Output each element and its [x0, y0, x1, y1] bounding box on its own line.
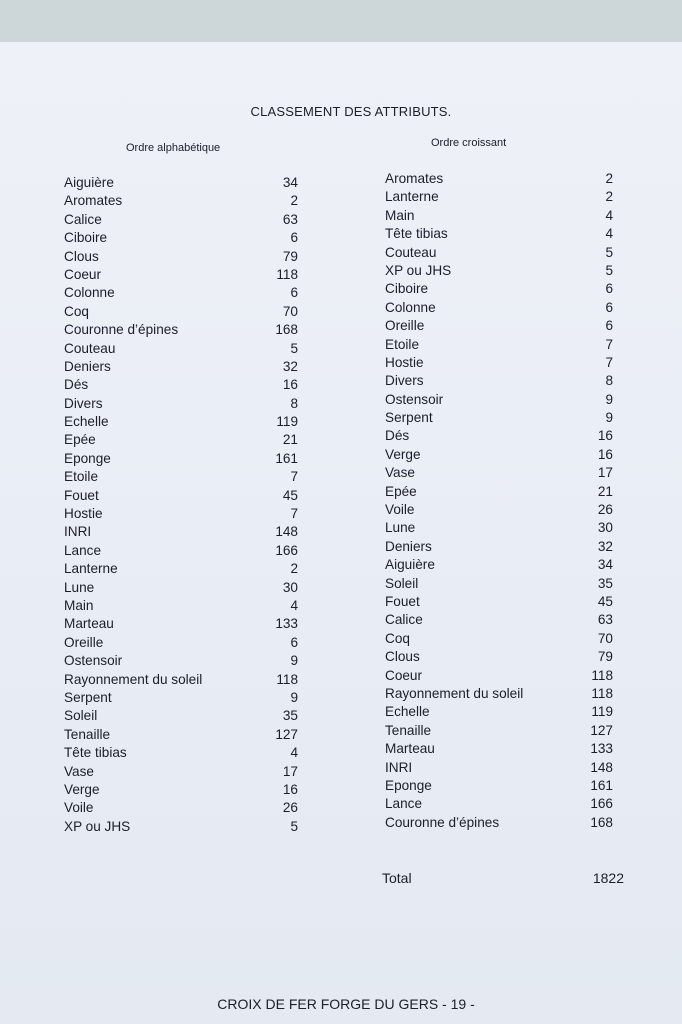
attribute-name: INRI [64, 524, 92, 540]
attribute-name: Serpent [64, 689, 112, 705]
total-row [382, 870, 624, 886]
list-item [385, 593, 613, 611]
attribute-name: Calice [385, 612, 423, 628]
attribute-count: 8 [290, 395, 298, 411]
list-item [385, 354, 613, 372]
attribute-name: Voile [64, 800, 94, 816]
attribute-count: 118 [591, 667, 613, 683]
attribute-count: 9 [605, 410, 613, 426]
attribute-name: Couteau [385, 244, 437, 260]
attribute-name: Tête tibias [385, 226, 448, 242]
attribute-count: 6 [605, 299, 613, 315]
list-item [385, 409, 613, 427]
list-item [385, 538, 613, 556]
attribute-name: Calice [64, 211, 102, 227]
attribute-count: 21 [282, 432, 298, 448]
attribute-count: 21 [597, 483, 613, 499]
attribute-name: Coq [385, 630, 410, 646]
attribute-name: Clous [64, 248, 99, 264]
list-item [64, 211, 298, 229]
attribute-name: Lanterne [385, 189, 439, 205]
attribute-name: Ciboire [64, 230, 108, 246]
list-item [385, 262, 613, 280]
ascending-list [385, 170, 613, 832]
attribute-count: 70 [597, 630, 613, 646]
list-item [385, 464, 613, 482]
list-item [64, 597, 298, 615]
total-label: Total [382, 870, 412, 886]
attribute-count: 7 [290, 469, 298, 485]
list-item [385, 207, 613, 225]
list-item [64, 744, 298, 762]
attribute-count: 30 [282, 579, 298, 595]
attribute-count: 7 [605, 354, 613, 370]
attribute-count: 16 [282, 781, 298, 797]
list-item [385, 519, 613, 537]
attribute-name: Verge [385, 446, 421, 462]
attribute-count: 118 [591, 685, 613, 701]
attribute-name: Vase [64, 763, 94, 779]
list-item [385, 703, 613, 721]
attribute-count: 5 [290, 340, 298, 356]
attribute-count: 17 [597, 465, 613, 481]
attribute-count: 2 [290, 561, 298, 577]
list-item [64, 707, 298, 725]
list-item [64, 671, 298, 689]
attribute-count: 119 [276, 414, 298, 430]
list-item [385, 336, 613, 354]
list-item [385, 501, 613, 519]
list-item [64, 450, 298, 468]
attribute-count: 17 [282, 763, 298, 779]
attribute-name: Hostie [385, 354, 424, 370]
list-item [385, 667, 613, 685]
list-item [385, 483, 613, 501]
list-item [64, 413, 298, 431]
list-item [385, 170, 613, 188]
attribute-count: 166 [275, 542, 298, 558]
list-item [385, 280, 613, 298]
attribute-name: Couteau [64, 340, 116, 356]
attribute-name: Marteau [385, 741, 435, 757]
list-item [385, 446, 613, 464]
list-item [64, 615, 298, 633]
attribute-count: 4 [290, 597, 298, 613]
attribute-name: Etoile [385, 336, 420, 352]
attribute-count: 35 [282, 708, 298, 724]
attribute-count: 26 [597, 502, 613, 518]
attribute-count: 168 [590, 814, 613, 830]
list-item [64, 340, 298, 358]
attribute-name: Coq [64, 303, 89, 319]
list-item [64, 818, 298, 836]
attribute-count: 16 [282, 377, 298, 393]
list-item [385, 740, 613, 758]
attribute-name: Coeur [385, 667, 423, 683]
attribute-name: Colonne [64, 285, 115, 301]
attribute-name: Verge [64, 781, 100, 797]
attribute-count: 6 [290, 285, 298, 301]
attribute-count: 127 [590, 722, 613, 738]
attribute-name: Marteau [64, 616, 114, 632]
attribute-count: 7 [605, 336, 613, 352]
attribute-count: 161 [590, 777, 613, 793]
attribute-name: Tenaille [385, 722, 432, 738]
list-item [64, 248, 298, 266]
attribute-count: 9 [605, 391, 613, 407]
attribute-name: Dés [385, 428, 410, 444]
total-value: 1822 [592, 870, 624, 886]
attribute-count: 7 [290, 506, 298, 522]
attribute-count: 168 [275, 322, 298, 338]
attribute-count: 9 [290, 689, 298, 705]
list-item [385, 722, 613, 740]
attribute-name: Ostensoir [64, 653, 123, 669]
list-item [385, 391, 613, 409]
attribute-count: 70 [282, 303, 298, 319]
attribute-name: XP ou JHS [385, 262, 452, 278]
attribute-count: 2 [605, 189, 613, 205]
attribute-name: Oreille [385, 318, 425, 334]
attribute-count: 127 [275, 726, 298, 742]
attribute-name: Hostie [64, 506, 103, 522]
list-item [64, 726, 298, 744]
attribute-name: Deniers [64, 358, 111, 374]
list-item [64, 781, 298, 799]
attribute-name: Clous [385, 649, 420, 665]
attribute-name: Dés [64, 377, 89, 393]
attribute-name: INRI [385, 759, 413, 775]
attribute-name: Lanterne [64, 561, 118, 577]
list-item [385, 611, 613, 629]
attribute-name: Deniers [385, 538, 432, 554]
attribute-count: 6 [605, 318, 613, 334]
list-item [64, 560, 298, 578]
attribute-name: Tête tibias [64, 745, 127, 761]
attribute-name: Epée [64, 432, 96, 448]
list-item [385, 244, 613, 262]
attribute-name: Aromates [385, 171, 444, 186]
attribute-name: Lune [64, 579, 95, 595]
attribute-name: Divers [64, 395, 103, 411]
attribute-name: Soleil [385, 575, 419, 591]
list-item [64, 358, 298, 376]
attribute-name: Lance [64, 542, 102, 558]
attribute-count: 30 [597, 520, 613, 536]
attribute-count: 2 [290, 193, 298, 209]
list-item [385, 630, 613, 648]
attribute-name: Main [64, 597, 94, 613]
attribute-name: Divers [385, 373, 424, 389]
attribute-count: 16 [597, 446, 613, 462]
attribute-name: Echelle [385, 704, 430, 720]
attribute-name: Fouet [64, 487, 99, 503]
attribute-count: 34 [282, 175, 298, 190]
list-item [385, 372, 613, 390]
attribute-count: 79 [597, 649, 613, 665]
attribute-count: 5 [605, 262, 613, 278]
attribute-count: 5 [605, 244, 613, 260]
attribute-count: 45 [282, 487, 298, 503]
list-item [385, 299, 613, 317]
attribute-name: Eponge [64, 450, 111, 466]
document-page [0, 42, 682, 1024]
attribute-name: Aiguière [64, 175, 114, 190]
left-column-header: Ordre alphabétique [126, 142, 221, 154]
right-column-header: Ordre croissant [431, 137, 507, 149]
attribute-count: 6 [290, 634, 298, 650]
attribute-count: 118 [276, 671, 298, 687]
attribute-name: XP ou JHS [64, 818, 131, 834]
attribute-name: Echelle [64, 414, 109, 430]
attribute-count: 6 [290, 230, 298, 246]
list-item [385, 777, 613, 795]
attribute-name: Etoile [64, 469, 99, 485]
attribute-count: 4 [290, 745, 298, 761]
list-item [64, 192, 298, 210]
list-item [64, 284, 298, 302]
attribute-count: 35 [597, 575, 613, 591]
list-item [64, 542, 298, 560]
attribute-name: Aiguière [385, 557, 435, 573]
attribute-name: Couronne d’épines [64, 322, 179, 338]
list-item [385, 556, 613, 574]
attribute-name: Serpent [385, 410, 433, 426]
attribute-count: 16 [597, 428, 613, 444]
list-item [64, 468, 298, 486]
attribute-name: Rayonnement du soleil [385, 685, 524, 701]
attribute-count: 2 [605, 171, 613, 186]
list-item [385, 814, 613, 832]
alphabetical-list [64, 174, 298, 836]
list-item [64, 763, 298, 781]
page-footer: CROIX DE FER FORGE DU GERS - 19 - [217, 996, 475, 1012]
list-item [64, 487, 298, 505]
attribute-name: Epée [385, 483, 417, 499]
list-item [64, 266, 298, 284]
list-item [64, 652, 298, 670]
attribute-count: 5 [290, 818, 298, 834]
attribute-name: Aromates [64, 193, 123, 209]
attribute-count: 45 [597, 593, 613, 609]
attribute-count: 8 [605, 373, 613, 389]
list-item [385, 225, 613, 243]
attribute-count: 26 [282, 800, 298, 816]
list-item [64, 689, 298, 707]
attribute-count: 79 [282, 248, 298, 264]
attribute-name: Voile [385, 502, 415, 518]
list-item [385, 188, 613, 206]
list-item [385, 759, 613, 777]
attribute-count: 32 [282, 358, 298, 374]
list-item [385, 317, 613, 335]
attribute-count: 34 [597, 557, 613, 573]
list-item [385, 795, 613, 813]
attribute-name: Lance [385, 796, 423, 812]
attribute-name: Colonne [385, 299, 436, 315]
attribute-count: 166 [590, 796, 613, 812]
attribute-name: Fouet [385, 593, 420, 609]
attribute-name: Ostensoir [385, 391, 444, 407]
list-item [64, 229, 298, 247]
attribute-count: 133 [275, 616, 298, 632]
attribute-count: 9 [290, 653, 298, 669]
attribute-name: Vase [385, 465, 415, 481]
attribute-count: 4 [605, 226, 613, 242]
page-title: CLASSEMENT DES ATTRIBUTS. [250, 104, 452, 119]
attribute-count: 161 [275, 450, 298, 466]
list-item [64, 505, 298, 523]
list-item [64, 395, 298, 413]
attribute-count: 63 [282, 211, 298, 227]
list-item [385, 648, 613, 666]
attribute-name: Soleil [64, 708, 98, 724]
list-item [385, 427, 613, 445]
list-item [64, 321, 298, 339]
list-item [385, 575, 613, 593]
list-item [64, 799, 298, 817]
list-item [64, 431, 298, 449]
list-item [64, 303, 298, 321]
list-item [64, 174, 298, 192]
attribute-count: 148 [275, 524, 298, 540]
attribute-count: 148 [590, 759, 613, 775]
attribute-name: Couronne d’épines [385, 814, 500, 830]
attribute-count: 133 [590, 741, 613, 757]
attribute-name: Ciboire [385, 281, 429, 297]
attribute-count: 6 [605, 281, 613, 297]
attribute-count: 4 [605, 207, 613, 223]
attribute-count: 63 [597, 612, 613, 628]
attribute-name: Coeur [64, 266, 102, 282]
list-item [385, 685, 613, 703]
attribute-name: Tenaille [64, 726, 111, 742]
attribute-count: 118 [276, 266, 298, 282]
attribute-count: 32 [597, 538, 613, 554]
list-item [64, 634, 298, 652]
attribute-count: 119 [591, 704, 613, 720]
list-item [64, 579, 298, 597]
list-item [64, 523, 298, 541]
attribute-name: Main [385, 207, 415, 223]
attribute-name: Oreille [64, 634, 104, 650]
list-item [64, 376, 298, 394]
attribute-name: Rayonnement du soleil [64, 671, 203, 687]
attribute-name: Eponge [385, 777, 432, 793]
attribute-name: Lune [385, 520, 416, 536]
